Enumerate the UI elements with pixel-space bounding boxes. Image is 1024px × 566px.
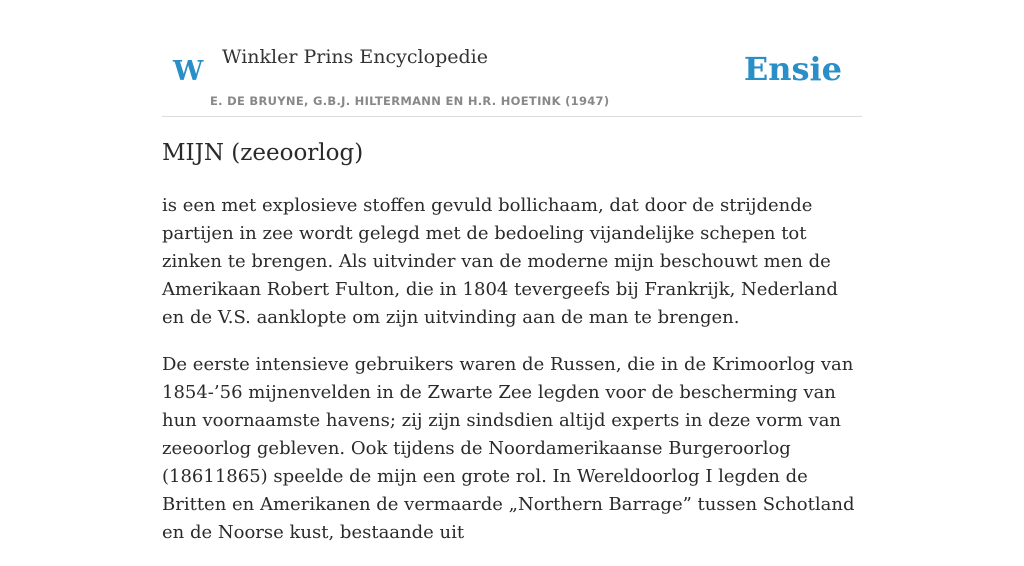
article-paragraph: De eerste intensieve gebruikers waren de Russen, die in de Krimoorlog van 1854-’56 mijnenvelden in de Zwarte Zee legden voor de bescherming van hun voornaamste havens; zij zijn sindsdien altijd experts in deze vorm van zeeoorlog gebleven. Ook tijdens de Noordamerikaanse Burgeroorlog (18611865) speelde de mijn een grote rol. In Wereldoorlog I legden de Britten en Amerikanen de vermaarde „Northern Barrage” tussen Schotland en de Noorse kust, bestaande uit [162, 354, 855, 543]
article-title: MIJN (zeeoorlog) [162, 140, 364, 166]
source-header [162, 40, 862, 117]
article-paragraph: is een met explosieve stoffen gevuld bollichaam, dat door de strijdende partijen in zee wordt gelegd met de bedoeling vijandelijke schepen tot zinken te brengen. Als uitvinder van de moderne mijn beschouwt men de Amerikaan Robert Fulton, die in 1804 tevergeefs bij Frankrijk, Nederland en de V.S. aanklopte om zijn uitvinding aan de man te brengen. [162, 195, 838, 328]
article-body [162, 192, 862, 566]
brand-logo[interactable]: Ensie [743, 50, 842, 88]
source-title-link[interactable]: Winkler Prins Encyclopedie [222, 46, 488, 68]
source-logo-icon[interactable]: W [173, 56, 204, 87]
source-authors: E. DE BRUYNE, G.B.J. HILTERMANN EN H.R. HOETINK (1947) [210, 94, 610, 108]
